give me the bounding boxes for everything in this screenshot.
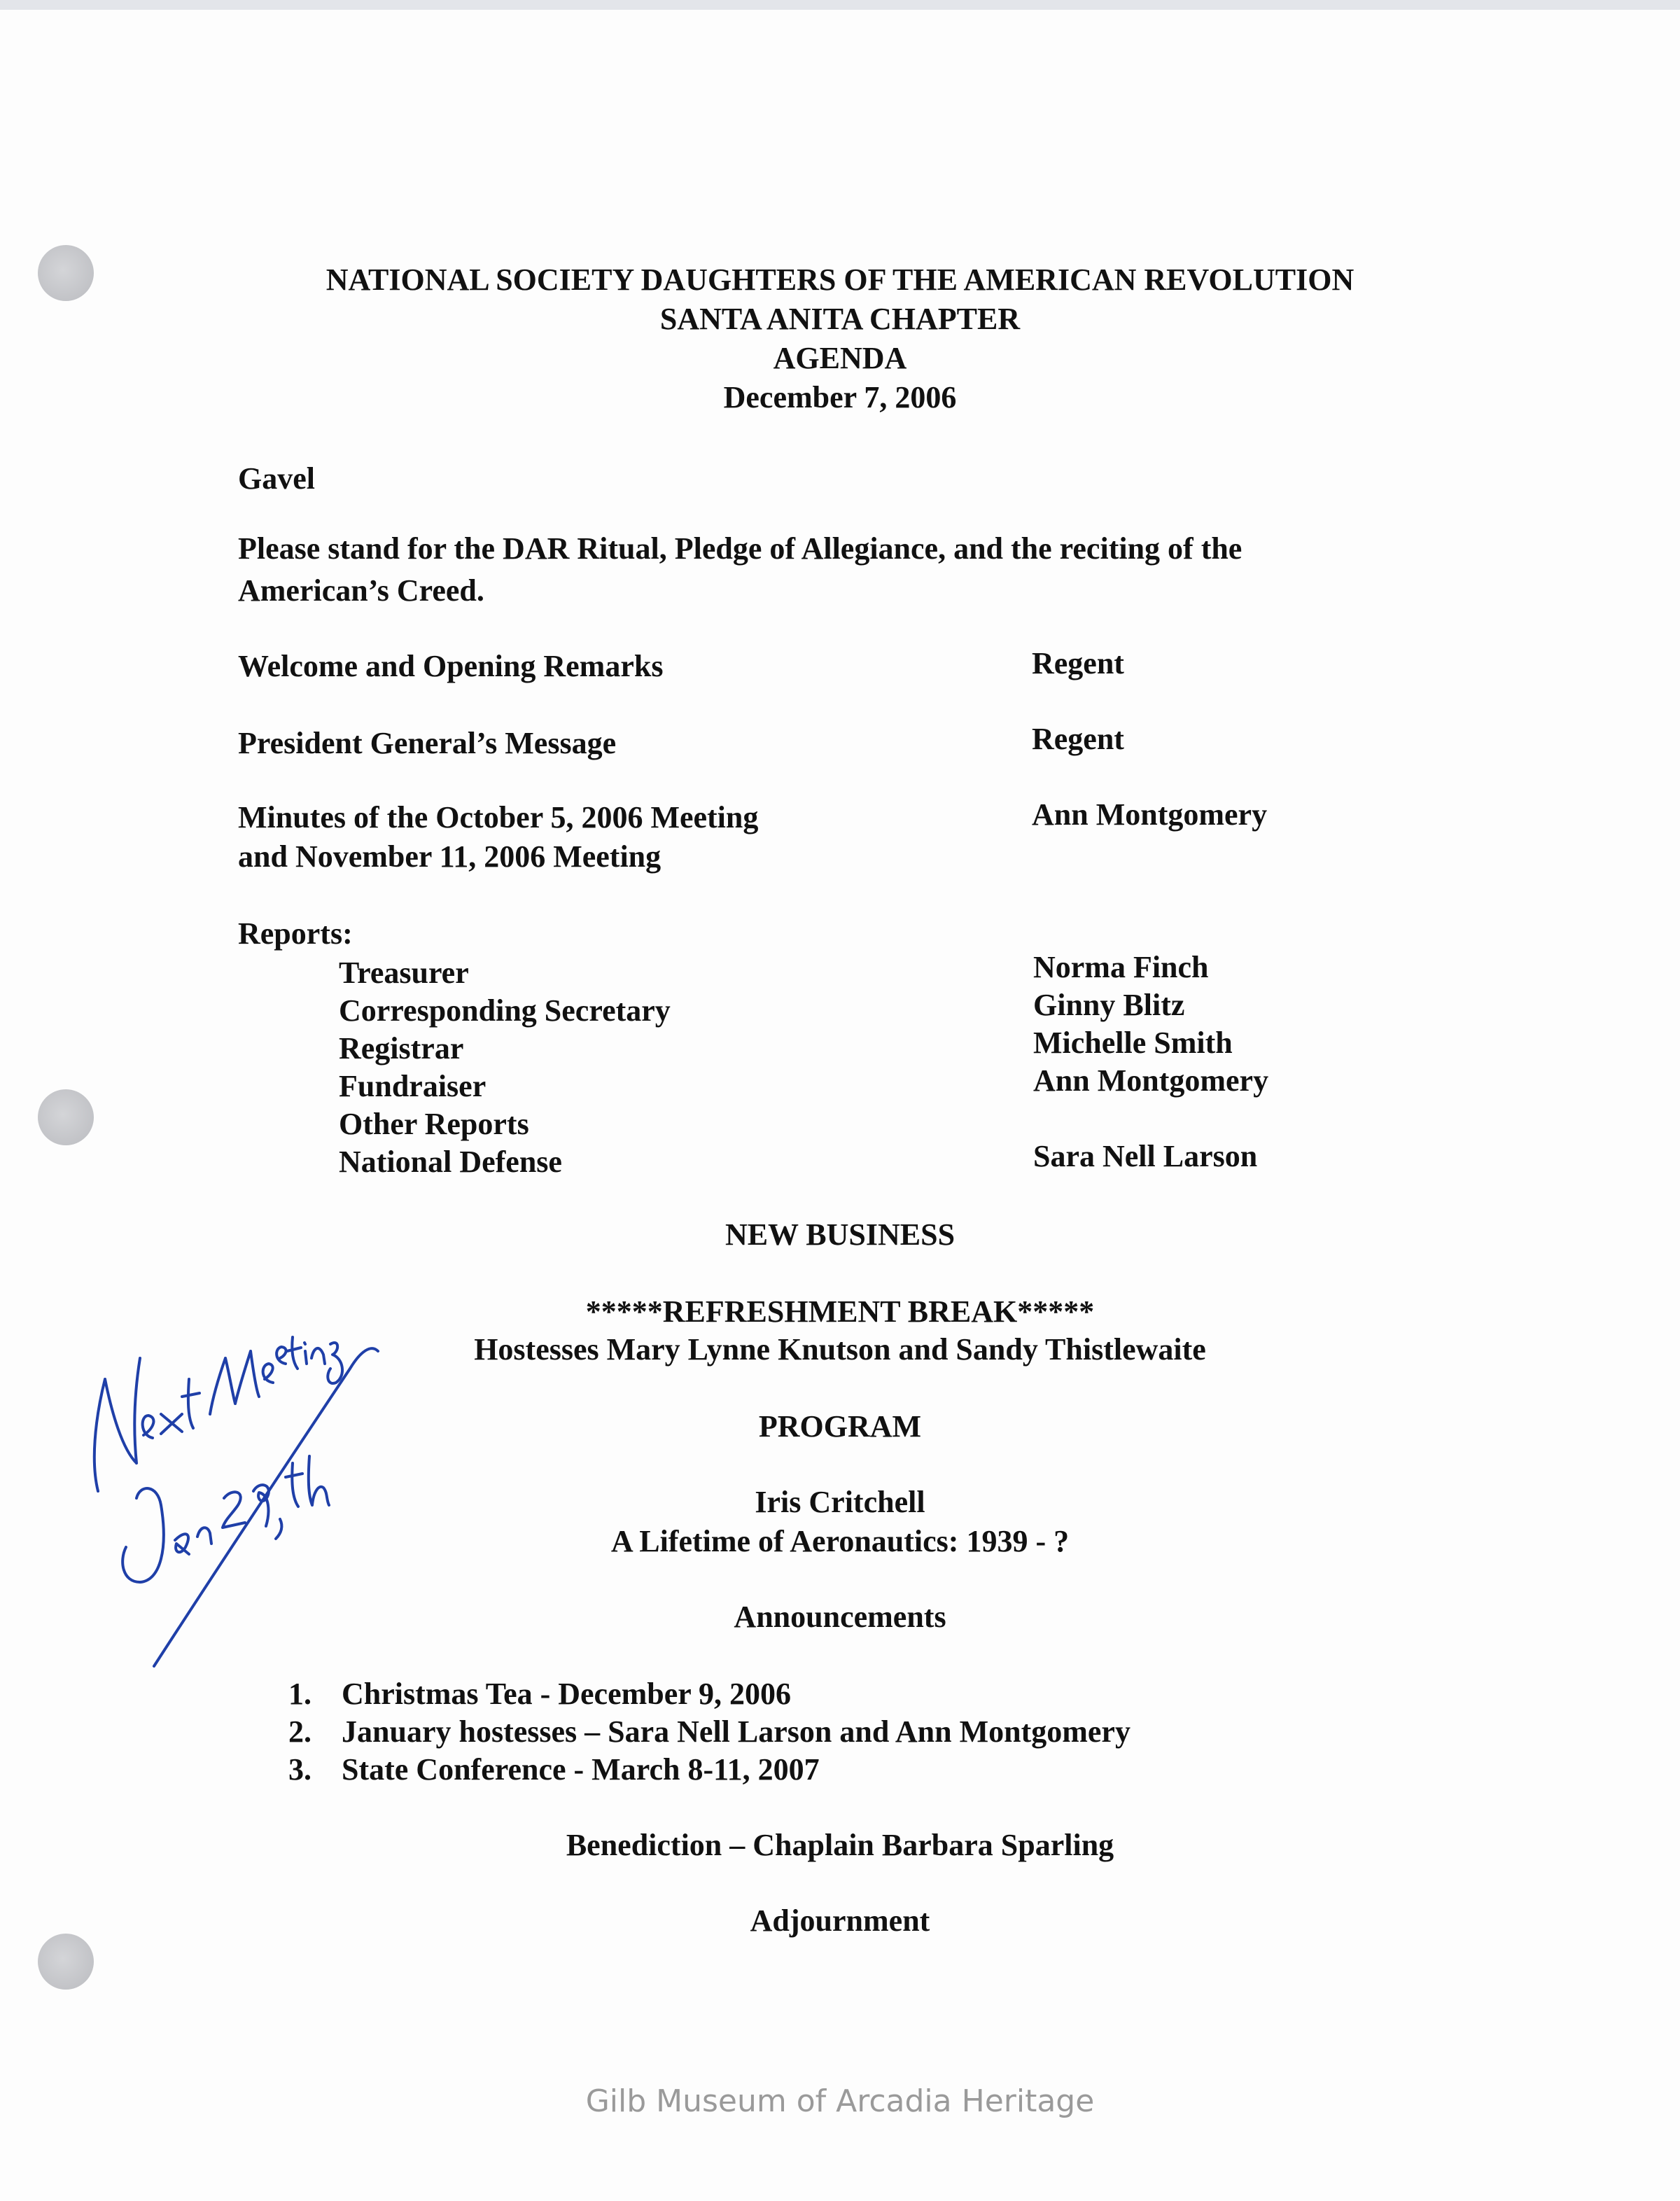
announcement-number: 1. (288, 1677, 312, 1711)
report-person: Norma Finch (1033, 950, 1209, 984)
handwritten-note (70, 1253, 392, 1687)
header-chapter: SANTA ANITA CHAPTER (659, 302, 1021, 336)
new-business-heading: NEW BUSINESS (724, 1217, 955, 1252)
item-welcome: Welcome and Opening Remarks (238, 649, 664, 683)
report-person: Ann Montgomery (1033, 1063, 1269, 1098)
report-label: Corresponding Secretary (339, 993, 671, 1028)
announcement-text: State Conference - March 8-11, 2007 (342, 1752, 820, 1787)
punch-hole-bottom (38, 1934, 94, 1990)
report-label: Treasurer (339, 956, 469, 990)
report-person: Sara Nell Larson (1033, 1139, 1258, 1173)
report-person: Ginny Blitz (1033, 988, 1185, 1022)
program-heading: PROGRAM (758, 1409, 922, 1444)
item-minutes: Minutes of the October 5, 2006 Meeting (238, 800, 759, 834)
ritual-line-1: Please stand for the DAR Ritual, Pledge of Allegiance, and the reciting of the (238, 531, 1242, 566)
benediction: Benediction – Chaplain Barbara Sparling (566, 1828, 1114, 1862)
announcement-text: Christmas Tea - December 9, 2006 (342, 1677, 791, 1711)
refreshment-break: *****REFRESHMENT BREAK***** (585, 1294, 1095, 1329)
ritual-line-2: American’s Creed. (238, 573, 484, 608)
scan-top-edge (0, 0, 1680, 10)
announcement-number: 3. (288, 1752, 312, 1787)
announcements-heading: Announcements (734, 1600, 946, 1634)
adjournment: Adjournment (750, 1903, 930, 1938)
gavel: Gavel (238, 461, 315, 496)
program-topic: A Lifetime of Aeronautics: 1939 - ? (610, 1524, 1070, 1558)
announcement-text: January hostesses – Sara Nell Larson and Ann Montgomery (342, 1714, 1130, 1749)
announcement-number: 2. (288, 1714, 312, 1749)
item-president-message: President General’s Message (238, 726, 617, 760)
item-president-message-person: Regent (1032, 722, 1124, 756)
program-speaker: Iris Critchell (755, 1485, 925, 1519)
report-person: Michelle Smith (1033, 1026, 1233, 1060)
header-agenda: AGENDA (773, 341, 907, 375)
report-label: Other Reports (339, 1107, 529, 1141)
header-society: NATIONAL SOCIETY DAUGHTERS OF THE AMERICAN REVOLUTION (326, 263, 1354, 297)
header-date: December 7, 2006 (723, 380, 957, 414)
report-label: Registrar (339, 1031, 464, 1065)
item-welcome-person: Regent (1032, 646, 1124, 680)
item-minutes-person: Ann Montgomery (1032, 797, 1268, 832)
item-minutes-2: and November 11, 2006 Meeting (238, 839, 662, 874)
museum-watermark: Gilb Museum of Arcadia Heritage (585, 2083, 1095, 2119)
report-label: National Defense (339, 1145, 562, 1179)
report-label: Fundraiser (339, 1069, 486, 1103)
reports-heading: Reports: (238, 916, 353, 951)
refreshment-hostesses: Hostesses Mary Lynne Knutson and Sandy Thistlewaite (474, 1332, 1206, 1367)
punch-hole-middle (38, 1089, 94, 1145)
